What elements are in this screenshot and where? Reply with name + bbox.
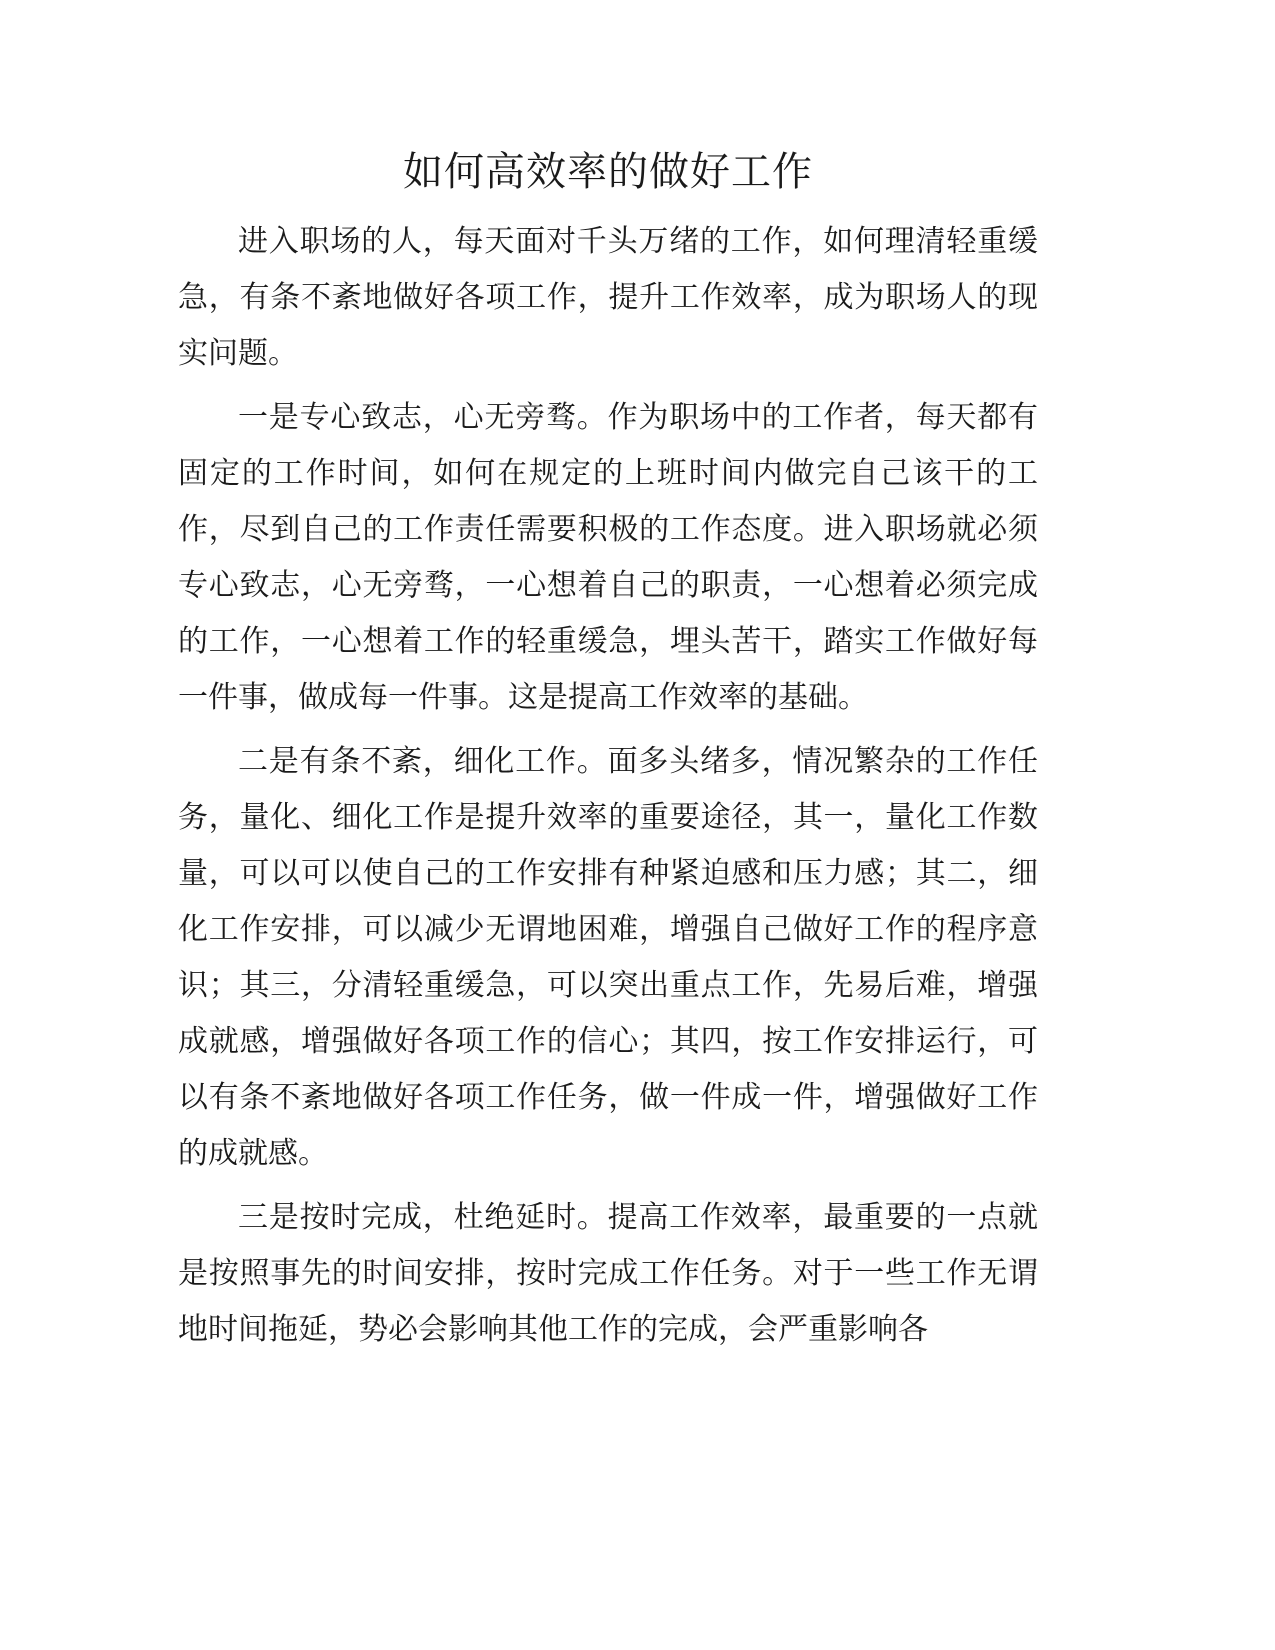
paragraph-point-three: 三是按时完成，杜绝延时。提高工作效率，最重要的一点就是按照事先的时间安排，按时完成工作任务。对于一些工作无谓地时间拖延，势必会影响其他工作的完成，会严重影响各	[178, 1200, 1038, 1347]
paragraph-point-two: 二是有条不紊，细化工作。面多头绪多，情况繁杂的工作任务，量化、细化工作是提升效率的重要途径，其一，量化工作数量，可以可以使自己的工作安排有种紧迫感和压力感；其二，细化工作安排，可以减少无谓地困难，增强自己做好工作的程序意识；其三，分清轻重缓急，可以突出重点工作，先易后难，增强成就感，增强做好各项工作的信心；其四，按工作安排运行，可以有条不紊地做好各项工作任务，做一件成一件，增强做好工作的成就感。	[178, 744, 1038, 1171]
paragraph-intro: 进入职场的人，每天面对千头万绪的工作，如何理清轻重缓急，有条不紊地做好各项工作，提升工作效率，成为职场人的现实问题。	[178, 224, 1038, 371]
document-page	[178, 142, 1038, 1366]
paragraph-point-one: 一是专心致志，心无旁骛。作为职场中的工作者，每天都有固定的工作时间，如何在规定的上班时间内做完自己该干的工作，尽到自己的工作责任需要积极的工作态度。进入职场就必须专心致志，心无旁骛，一心想着自己的职责，一心想着必须完成的工作，一心想着工作的轻重缓急，埋头苦干，踏实工作做好每一件事，做成每一件事。这是提高工作效率的基础。	[178, 400, 1038, 715]
document-title: 如何高效率的做好工作	[403, 149, 813, 195]
